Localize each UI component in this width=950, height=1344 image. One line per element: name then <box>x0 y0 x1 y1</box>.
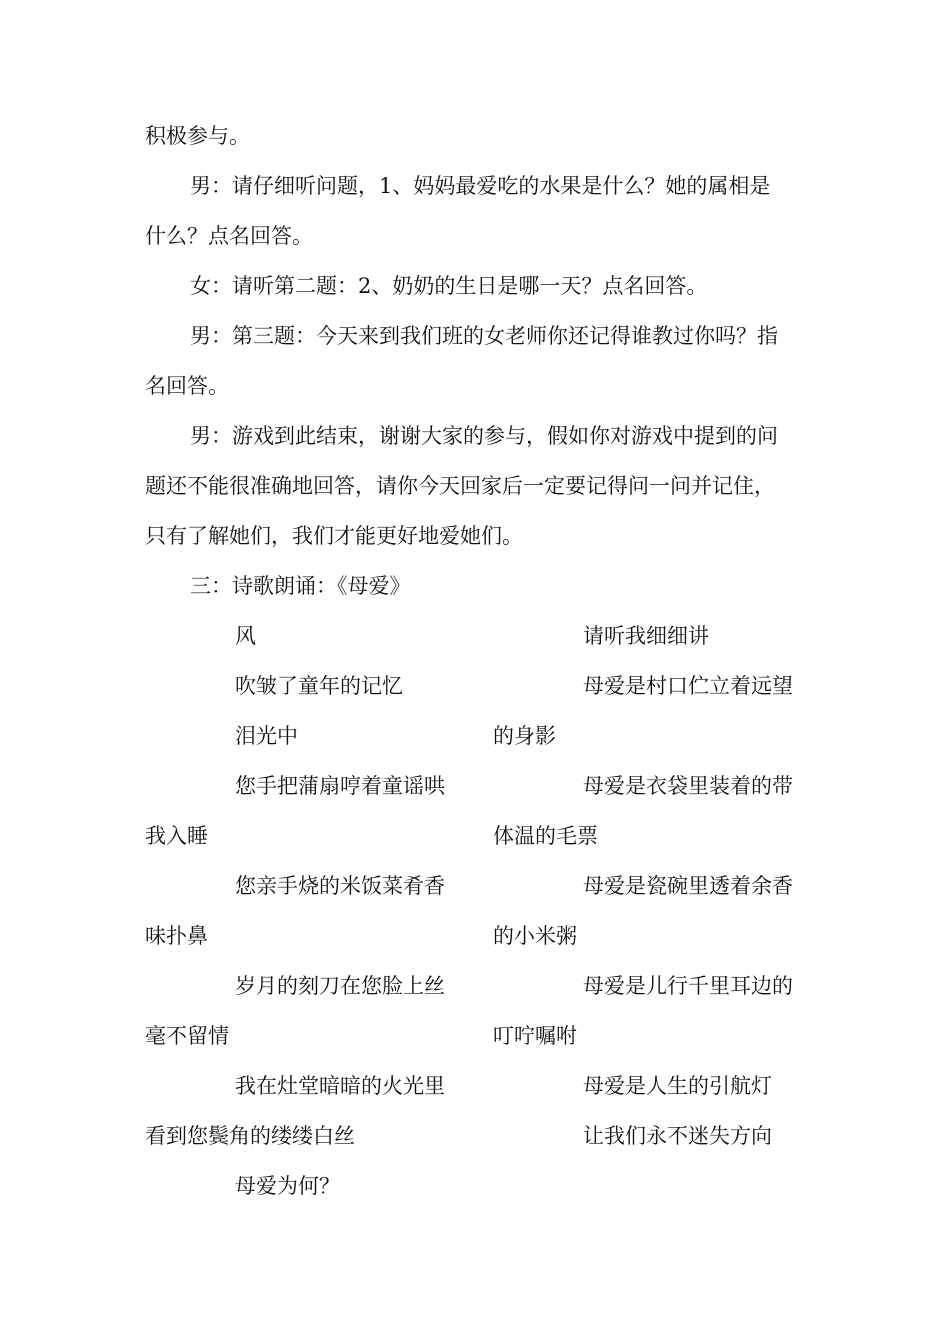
poem-right-line: 请听我细细讲 <box>583 624 709 648</box>
paragraph-line: 积极参与。 <box>145 124 250 148</box>
poem-right-line: 让我们永不迷失方向 <box>583 1124 772 1148</box>
poem-left-line: 母爱为何？ <box>235 1174 340 1198</box>
poem-left-line: 毫不留情 <box>145 1024 229 1048</box>
paragraph-line: 只有了解她们，我们才能更好地爱她们。 <box>145 524 523 548</box>
paragraph-line: 女：请听第二题：2、奶奶的生日是哪一天？点名回答。 <box>190 274 708 298</box>
paragraph-line: 男：游戏到此结束，谢谢大家的参与，假如你对游戏中提到的问 <box>190 424 778 448</box>
poem-right-line: 体温的毛票 <box>493 824 598 848</box>
section-heading: 三：诗歌朗诵：《母爱》 <box>190 574 411 598</box>
paragraph-line: 男：请仔细听问题，1、妈妈最爱吃的水果是什么？她的属相是 <box>190 174 771 198</box>
paragraph-line: 什么？点名回答。 <box>145 224 313 248</box>
poem-right-line: 母爱是儿行千里耳边的 <box>583 974 793 998</box>
poem-left-line: 看到您鬓角的缕缕白丝 <box>145 1124 355 1148</box>
paragraph-line: 名回答。 <box>145 374 229 398</box>
poem-right-line: 母爱是人生的引航灯 <box>583 1074 772 1098</box>
poem-left-line: 我在灶堂暗暗的火光里 <box>235 1074 445 1098</box>
poem-left-line: 我入睡 <box>145 824 208 848</box>
poem-right-line: 叮咛嘱咐 <box>493 1024 577 1048</box>
poem-left-line: 您手把蒲扇哼着童谣哄 <box>235 774 445 798</box>
poem-right-line: 母爱是衣袋里装着的带 <box>583 774 793 798</box>
poem-left-line: 您亲手烧的米饭菜肴香 <box>235 874 445 898</box>
poem-left-line: 风 <box>235 624 256 648</box>
paragraph-line: 男：第三题：今天来到我们班的女老师你还记得谁教过你吗？指 <box>190 324 778 348</box>
poem-right-line: 的小米粥 <box>493 924 577 948</box>
poem-left-line: 味扑鼻 <box>145 924 208 948</box>
poem-left-line: 吹皱了童年的记忆 <box>235 674 403 698</box>
poem-right-line: 母爱是瓷碗里透着余香 <box>583 874 793 898</box>
poem-left-line: 泪光中 <box>235 724 298 748</box>
poem-right-line: 母爱是村口伫立着远望 <box>583 674 793 698</box>
poem-right-line: 的身影 <box>493 724 556 748</box>
poem-left-line: 岁月的刻刀在您脸上丝 <box>235 974 445 998</box>
paragraph-line: 题还不能很准确地回答，请你今天回家后一定要记得问一问并记住， <box>145 474 775 498</box>
